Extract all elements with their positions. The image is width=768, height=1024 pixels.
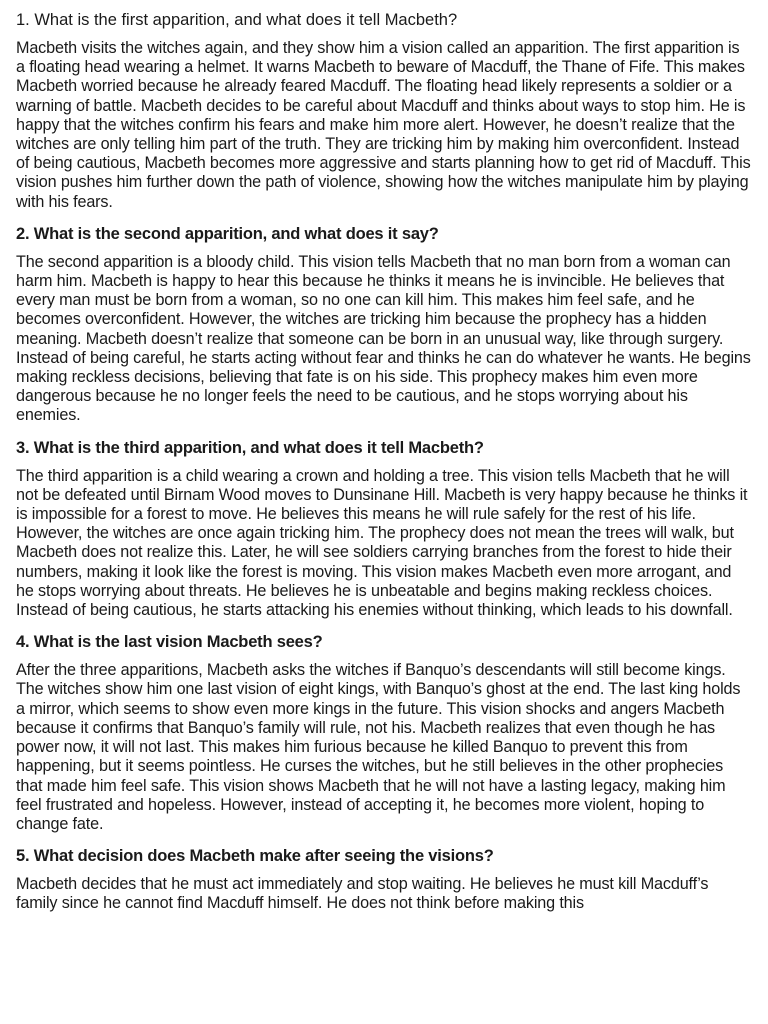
section-4 xyxy=(16,632,752,834)
section-1 xyxy=(16,10,752,212)
question-heading: 1. What is the first apparition, and what does it tell Macbeth? xyxy=(16,11,458,29)
answer-paragraph: Macbeth decides that he must act immediately and stop waiting. He believes he must kill Macduff’s family since he cannot find Macduff himself. He does not think before making this xyxy=(16,875,709,913)
question-heading: 4. What is the last vision Macbeth sees? xyxy=(16,633,323,652)
question-heading: 5. What decision does Macbeth make after seeing the visions? xyxy=(16,847,494,866)
answer-paragraph: Macbeth visits the witches again, and they show him a vision called an apparition. The first apparition is a floating head wearing a helmet. It warns Macbeth to beware of Macduff, the Thane of Fife. This makes Macbeth worried because he already feared Macduff. The floating head likely represents a soldier or a warning of battle. Macbeth decides to be careful about Macduff and thinks about ways to stop him. He is happy that the witches confirm his fears and make him more alert. However, he doesn’t realize that the witches are only telling him part of the truth. They are tricking him by making him overconfident. Instead of being cautious, Macbeth becomes more aggressive and starts planning how to get rid of Macduff. This vision pushes him further down the path of violence, showing how the witches manipulate him by playing with his fears. xyxy=(16,39,751,211)
section-3 xyxy=(16,438,752,621)
question-heading: 2. What is the second apparition, and what does it say? xyxy=(16,224,439,243)
section-2 xyxy=(16,224,752,426)
answer-paragraph: The third apparition is a child wearing a crown and holding a tree. This vision tells Macbeth that he will not be defeated until Birnam Wood moves to Dunsinane Hill. Macbeth is very happy because he thinks it is impossible for a forest to move. He believes this means he will rule safely for the rest of his life. However, the witches are once again tricking him. The prophecy does not mean the trees will walk, but Macbeth does not realize this. Later, he will see soldiers carrying branches from the forest to hide their numbers, making it look like the forest is moving. This vision makes Macbeth even more arrogant, and he stops worrying about threats. He believes he is unbeatable and begins making reckless choices. Instead of being cautious, he starts attacking his enemies without thinking, which leads to his downfall. xyxy=(16,466,748,620)
answer-paragraph: After the three apparitions, Macbeth asks the witches if Banquo’s descendants will still become kings. The witches show him one last vision of eight kings, with Banquo’s ghost at the end. The last king holds a mirror, which seems to show even more kings in the future. This vision shocks and angers Macbeth because it confirms that Banquo’s family will rule, not his. Macbeth realizes that even though he has power now, it will not last. This makes him furious because he killed Banquo to prevent this from happening, but it seems pointless. He curses the witches, but he still believes in the other prophecies that made him feel safe. This vision shows Macbeth that he will not have a lasting legacy, making him feel frustrated and hopeless. However, instead of accepting it, he becomes more violent, hoping to change fate. xyxy=(16,661,741,833)
section-5 xyxy=(16,846,752,913)
document-page xyxy=(16,10,752,914)
question-heading: 3. What is the third apparition, and what does it tell Macbeth? xyxy=(16,438,484,457)
answer-paragraph: The second apparition is a bloody child. This vision tells Macbeth that no man born from a woman can harm him. Macbeth is happy to hear this because he thinks it means he is invincible. He believes that every man must be born from a woman, so no one can kill him. This makes him feel safe, and he becomes overconfident. However, the witches are tricking him because the prophecy has a hidden meaning. Macbeth doesn’t realize that someone can be born in an unusual way, like through surgery. Instead of being careful, he starts acting without fear and thinks he can do whatever he wants. He begins making reckless decisions, believing that fate is on his side. This prophecy makes him even more dangerous because he no longer feels the need to be cautious, and he stops worrying about his enemies. xyxy=(16,252,751,425)
